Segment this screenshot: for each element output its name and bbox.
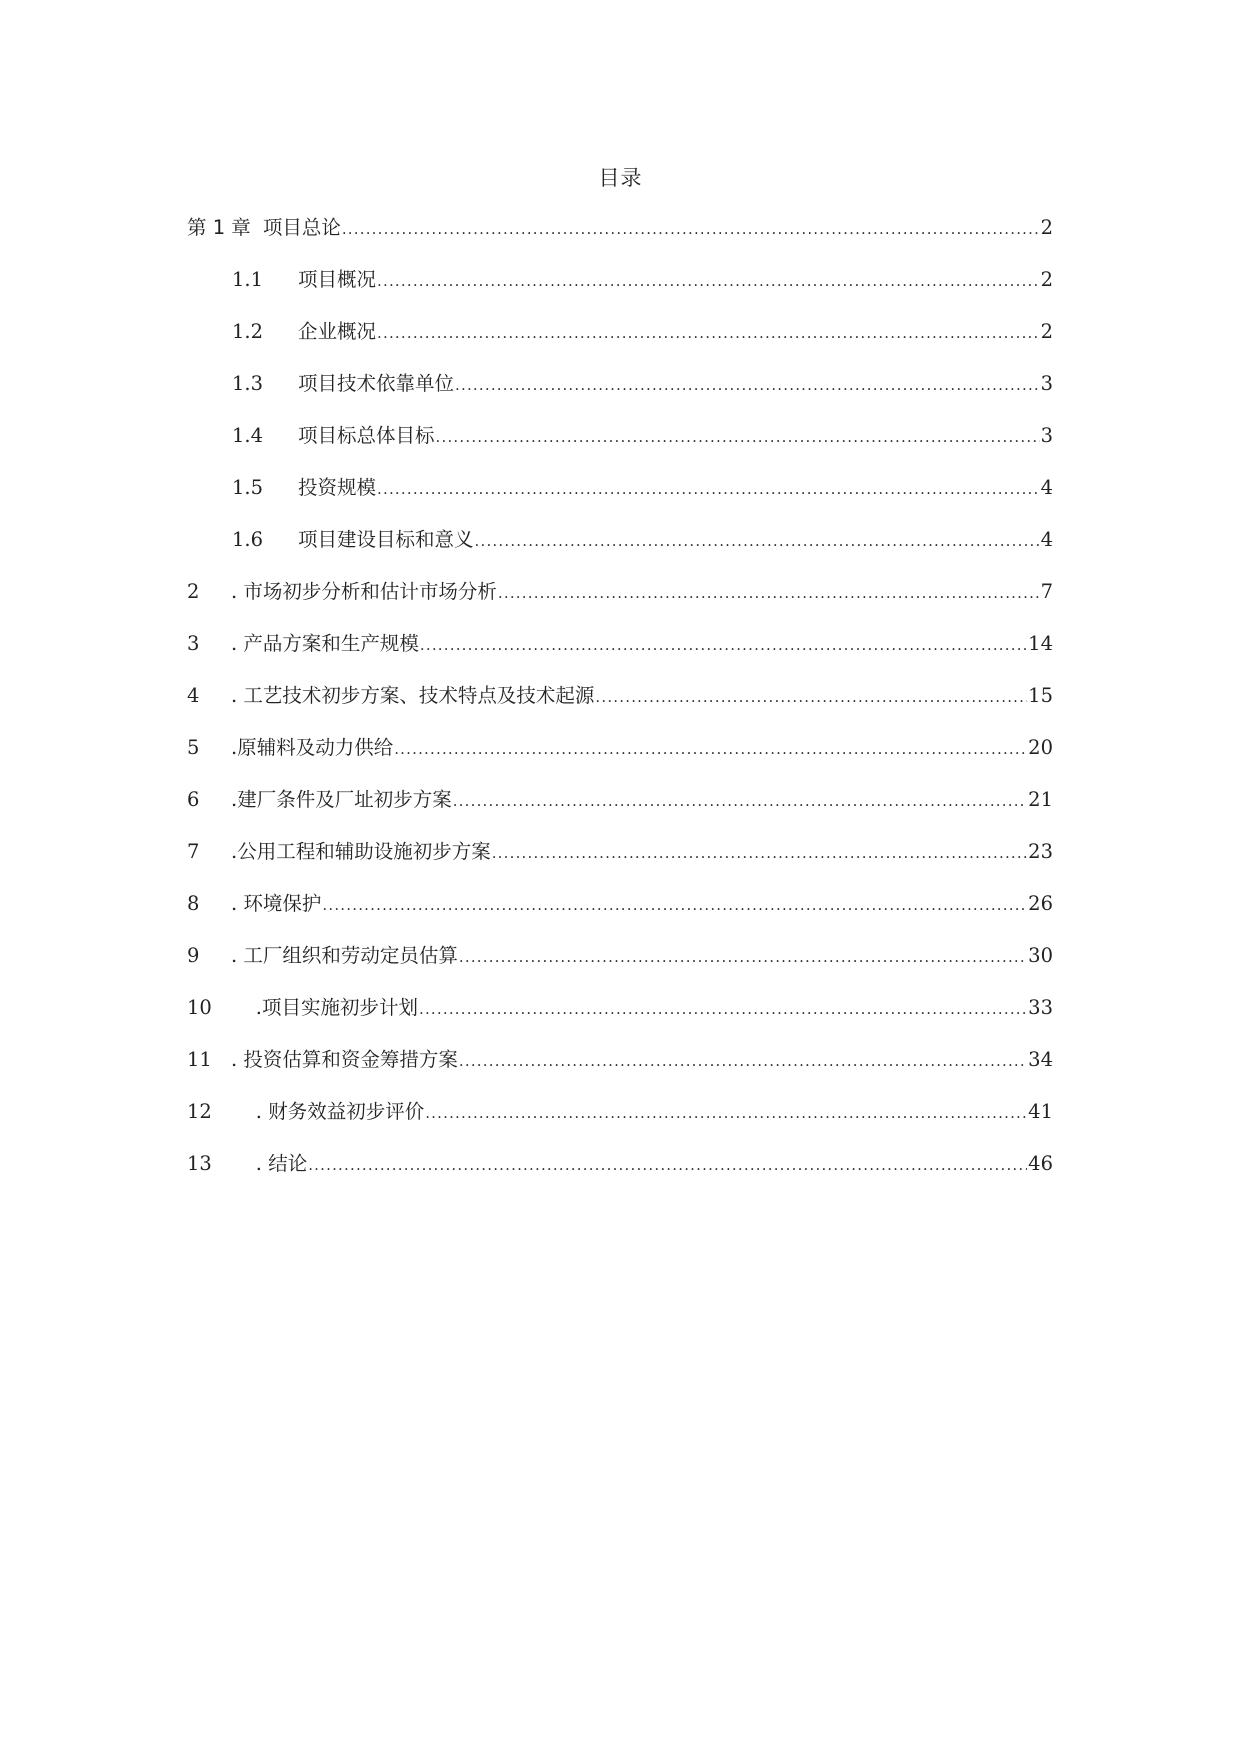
toc-entry-label: .项目实施初步计划 xyxy=(231,996,418,1019)
toc-entry[interactable] xyxy=(187,784,1053,836)
toc-entry-page: 33 xyxy=(1028,996,1053,1019)
toc-entry-page: 26 xyxy=(1028,892,1053,915)
toc-leader-dots xyxy=(394,740,1027,758)
toc-entry-label: . 工艺技术初步方案、技术特点及技术起源 xyxy=(231,684,595,707)
toc-entry-number: 1.4 xyxy=(232,424,264,447)
toc-entry-label: .建厂条件及厂址初步方案 xyxy=(231,788,452,811)
toc-leader-dots xyxy=(455,376,1040,394)
toc-leader-dots xyxy=(322,896,1027,914)
toc-entry[interactable] xyxy=(187,264,1053,316)
toc-entry-label: . 工厂组织和劳动定员估算 xyxy=(231,944,458,967)
toc-leader-dots xyxy=(436,428,1040,446)
toc-entry-number: 13 xyxy=(187,1152,212,1175)
toc-entry-label: . 产品方案和生产规模 xyxy=(231,632,419,655)
toc-entry[interactable] xyxy=(187,420,1053,472)
toc-entry-number: 4 xyxy=(187,684,200,707)
toc-entry[interactable] xyxy=(187,992,1053,1044)
toc-leader-dots xyxy=(459,948,1027,966)
toc-entry-number: 2 xyxy=(187,580,200,603)
toc-entry-number: 6 xyxy=(187,788,200,811)
toc-entry-number: 1.5 xyxy=(232,476,264,499)
toc-entry-page: 4 xyxy=(1040,528,1053,551)
toc-entry-label: . 市场初步分析和估计市场分析 xyxy=(231,580,497,603)
toc-entry-page: 2 xyxy=(1040,320,1053,343)
toc-entry[interactable] xyxy=(187,940,1053,992)
toc-list xyxy=(187,212,1053,1200)
toc-entry-page: 34 xyxy=(1028,1048,1053,1071)
toc-entry-label: 投资规模 xyxy=(298,476,377,499)
toc-leader-dots xyxy=(377,480,1040,498)
toc-leader-dots xyxy=(377,324,1040,342)
toc-entry[interactable] xyxy=(187,680,1053,732)
toc-leader-dots xyxy=(459,1052,1027,1070)
toc-entry-page: 21 xyxy=(1028,788,1053,811)
toc-entry-page: 4 xyxy=(1040,476,1053,499)
toc-entry-label: . 结论 xyxy=(231,1152,308,1175)
toc-entry-label: 项目标总体目标 xyxy=(298,424,435,447)
toc-entry-page: 23 xyxy=(1028,840,1053,863)
toc-entry-label: 项目技术依靠单位 xyxy=(298,372,455,395)
toc-entry-number: 3 xyxy=(187,632,200,655)
toc-entry[interactable] xyxy=(187,1044,1053,1096)
toc-entry-page: 2 xyxy=(1040,216,1053,239)
toc-entry[interactable] xyxy=(187,368,1053,420)
toc-entry-page: 7 xyxy=(1040,580,1053,603)
toc-entry-page: 20 xyxy=(1028,736,1053,759)
toc-entry-label: 项目总论 xyxy=(262,216,341,239)
toc-entry[interactable] xyxy=(187,732,1053,784)
toc-leader-dots xyxy=(419,1000,1027,1018)
toc-entry-page: 14 xyxy=(1028,632,1053,655)
toc-entry-page: 3 xyxy=(1040,372,1053,395)
toc-leader-dots xyxy=(425,1104,1027,1122)
toc-entry-number: 11 xyxy=(187,1048,212,1071)
toc-leader-dots xyxy=(475,532,1040,550)
toc-title: 目录 xyxy=(598,166,643,190)
toc-entry-number: 8 xyxy=(187,892,200,915)
toc-leader-dots xyxy=(308,1156,1027,1174)
toc-entry-label: .原辅料及动力供给 xyxy=(231,736,394,759)
toc-entry[interactable] xyxy=(187,576,1053,628)
toc-entry-label: 项目建设目标和意义 xyxy=(298,528,474,551)
toc-entry-label: . 环境保护 xyxy=(231,892,322,915)
toc-leader-dots xyxy=(595,688,1027,706)
toc-entry-number: 5 xyxy=(187,736,200,759)
toc-entry-number: 9 xyxy=(187,944,200,967)
toc-leader-dots xyxy=(498,584,1040,602)
toc-entry[interactable] xyxy=(187,1096,1053,1148)
toc-entry[interactable] xyxy=(187,316,1053,368)
toc-entry-label: 项目概况 xyxy=(298,268,377,291)
toc-leader-dots xyxy=(342,220,1040,238)
toc-entry-number: 1.3 xyxy=(232,372,264,395)
toc-entry-page: 41 xyxy=(1028,1100,1053,1123)
toc-entry-number: 7 xyxy=(187,840,200,863)
toc-entry-page: 46 xyxy=(1028,1152,1053,1175)
toc-entry-page: 3 xyxy=(1040,424,1053,447)
toc-entry-number: 12 xyxy=(187,1100,212,1123)
toc-leader-dots xyxy=(420,636,1027,654)
toc-entry[interactable] xyxy=(187,836,1053,888)
toc-entry[interactable] xyxy=(187,524,1053,576)
toc-entry-number: 1.6 xyxy=(232,528,264,551)
toc-entry[interactable] xyxy=(187,472,1053,524)
toc-entry-label: 企业概况 xyxy=(298,320,377,343)
toc-entry-number: 10 xyxy=(187,996,212,1019)
toc-entry-page: 30 xyxy=(1028,944,1053,967)
toc-entry-label: . 财务效益初步评价 xyxy=(231,1100,425,1123)
toc-entry[interactable] xyxy=(187,212,1053,264)
toc-entry-label: . 投资估算和资金筹措方案 xyxy=(231,1048,458,1071)
toc-leader-dots xyxy=(453,792,1027,810)
toc-leader-dots xyxy=(377,272,1040,290)
toc-entry-number: 1.2 xyxy=(232,320,264,343)
toc-entry-label: .公用工程和辅助设施初步方案 xyxy=(231,840,491,863)
toc-entry-number: 1.1 xyxy=(232,268,264,291)
toc-entry-number: 第 1 章 xyxy=(187,216,251,239)
toc-entry[interactable] xyxy=(187,628,1053,680)
toc-entry-page: 15 xyxy=(1028,684,1053,707)
toc-leader-dots xyxy=(492,844,1027,862)
toc-entry[interactable] xyxy=(187,1148,1053,1200)
toc-entry[interactable] xyxy=(187,888,1053,940)
toc-entry-page: 2 xyxy=(1040,268,1053,291)
